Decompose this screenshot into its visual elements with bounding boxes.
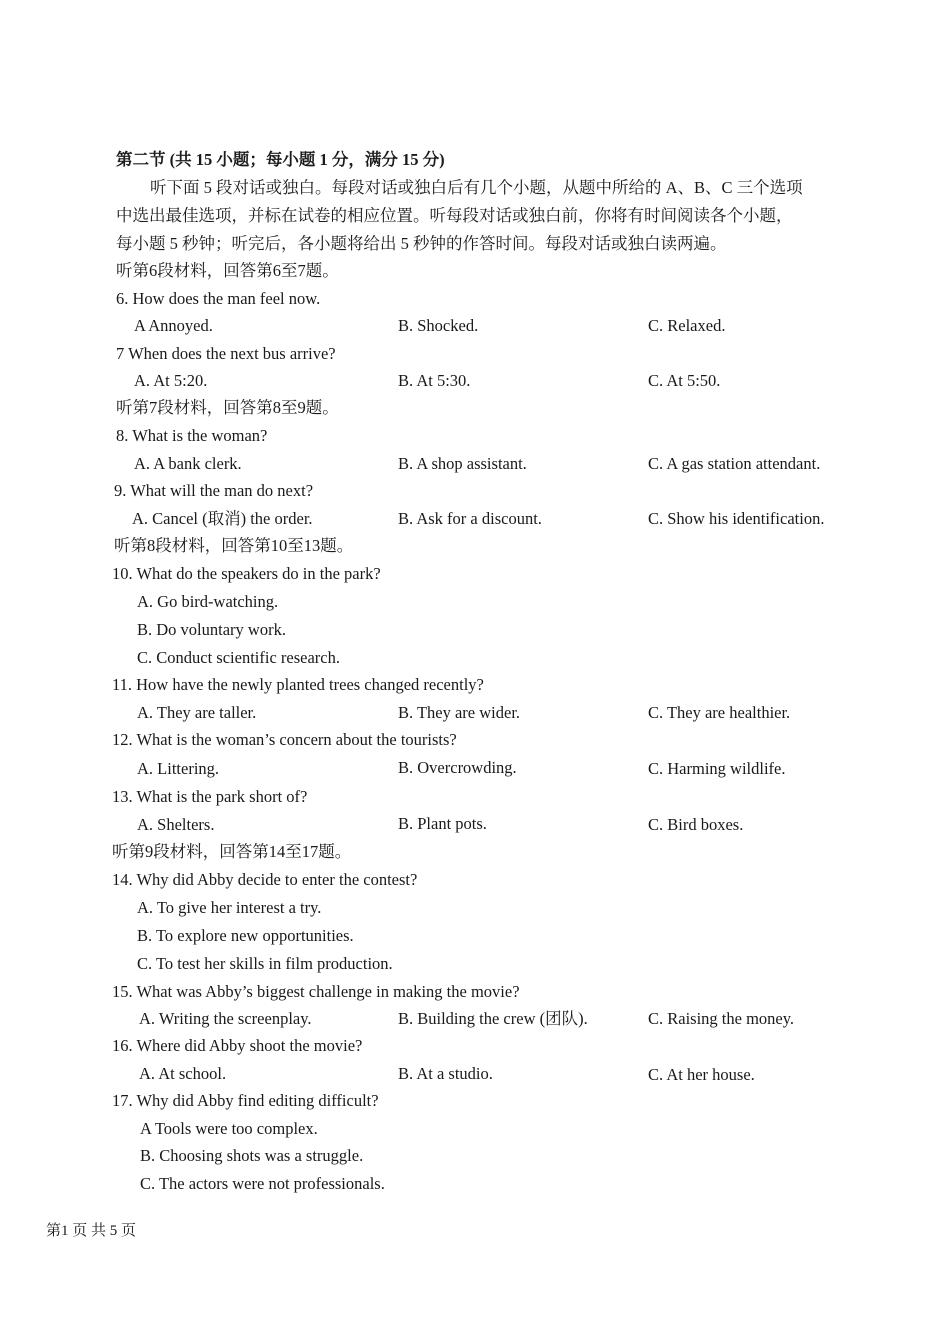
question-12-stem: 12. What is the woman’s concern about the tourists? <box>112 730 457 749</box>
instructions-line-3: 每小题 5 秒钟；听完后，各小题将给出 5 秒钟的作答时间。每段对话或独白读两遍。 <box>116 234 727 253</box>
question-6-stem: 6. How does the man feel now. <box>116 289 321 308</box>
question-11-option-a: A. They are taller. <box>137 703 257 722</box>
question-16-option-b: B. At a studio. <box>398 1064 493 1083</box>
question-7-option-c: C. At 5:50. <box>648 371 721 390</box>
question-13-option-b: B. Plant pots. <box>398 814 487 833</box>
question-16-option-c: C. At her house. <box>648 1065 755 1084</box>
question-10-option-a: A. Go bird-watching. <box>137 592 279 611</box>
question-15-option-c: C. Raising the money. <box>648 1009 795 1028</box>
question-7-option-a: A. At 5:20. <box>134 371 208 390</box>
question-9-option-b: B. Ask for a discount. <box>398 509 542 528</box>
question-17-option-a: A Tools were too complex. <box>140 1119 318 1138</box>
instructions-line-2: 中选出最佳选项，并标在试卷的相应位置。听每段对话或独白前，你将有时间阅读各个小题， <box>116 206 793 225</box>
question-7-option-b: B. At 5:30. <box>398 371 471 390</box>
question-9-option-a: A. Cancel (取消) the order. <box>132 509 313 528</box>
question-16-option-a: A. At school. <box>139 1064 227 1083</box>
question-6-option-b: B. Shocked. <box>398 316 479 335</box>
question-17-option-c: C. The actors were not professionals. <box>140 1174 385 1193</box>
group-9-header: 听第9段材料，回答第14至17题。 <box>112 842 352 861</box>
question-8-option-b: B. A shop assistant. <box>398 454 527 473</box>
page-number-footer: 第1 页 共 5 页 <box>46 1223 137 1239</box>
question-8-stem: 8. What is the woman? <box>116 426 268 445</box>
question-11-option-c: C. They are healthier. <box>648 703 791 722</box>
question-14-option-c: C. To test her skills in film production. <box>137 954 393 973</box>
question-14-option-a: A. To give her interest a try. <box>137 898 322 917</box>
question-12-option-b: B. Overcrowding. <box>398 758 517 777</box>
question-13-option-c: C. Bird boxes. <box>648 815 744 834</box>
question-17-option-b: B. Choosing shots was a struggle. <box>140 1146 364 1165</box>
question-17-stem: 17. Why did Abby find editing difficult? <box>112 1091 379 1110</box>
question-15-stem: 15. What was Abby’s biggest challenge in making the movie? <box>112 982 520 1001</box>
question-10-option-c: C. Conduct scientific research. <box>137 648 340 667</box>
question-12-option-a: A. Littering. <box>137 759 220 778</box>
question-7-stem: 7 When does the next bus arrive? <box>116 344 336 363</box>
instructions-line-1: 听下面 5 段对话或独白。每段对话或独白后有几个小题，从题中所给的 A、B、C 三个选项 <box>150 178 803 197</box>
question-11-stem: 11. How have the newly planted trees changed recently? <box>112 675 484 694</box>
question-6-option-a: A Annoyed. <box>134 316 213 335</box>
group-6-header: 听第6段材料，回答第6至7题。 <box>116 261 339 280</box>
question-14-option-b: B. To explore new opportunities. <box>137 926 354 945</box>
question-6-option-c: C. Relaxed. <box>648 316 726 335</box>
section-heading: 第二节 (共 15 小题；每小题 1 分，满分 15 分) <box>116 150 445 169</box>
group-7-header: 听第7段材料，回答第8至9题。 <box>116 398 339 417</box>
question-8-option-c: C. A gas station attendant. <box>648 454 821 473</box>
question-11-option-b: B. They are wider. <box>398 703 521 722</box>
question-13-stem: 13. What is the park short of? <box>112 787 308 806</box>
question-10-option-b: B. Do voluntary work. <box>137 620 286 639</box>
question-15-option-b: B. Building the crew (团队). <box>398 1009 588 1028</box>
question-13-option-a: A. Shelters. <box>137 815 215 834</box>
group-8-header: 听第8段材料，回答第10至13题。 <box>114 536 354 555</box>
question-9-stem: 9. What will the man do next? <box>114 481 314 500</box>
question-14-stem: 14. Why did Abby decide to enter the contest? <box>112 870 418 889</box>
question-12-option-c: C. Harming wildlife. <box>648 759 786 778</box>
question-16-stem: 16. Where did Abby shoot the movie? <box>112 1036 363 1055</box>
question-10-stem: 10. What do the speakers do in the park? <box>112 564 381 583</box>
question-15-option-a: A. Writing the screenplay. <box>139 1009 312 1028</box>
question-8-option-a: A. A bank clerk. <box>134 454 242 473</box>
question-9-option-c: C. Show his identification. <box>648 509 825 528</box>
